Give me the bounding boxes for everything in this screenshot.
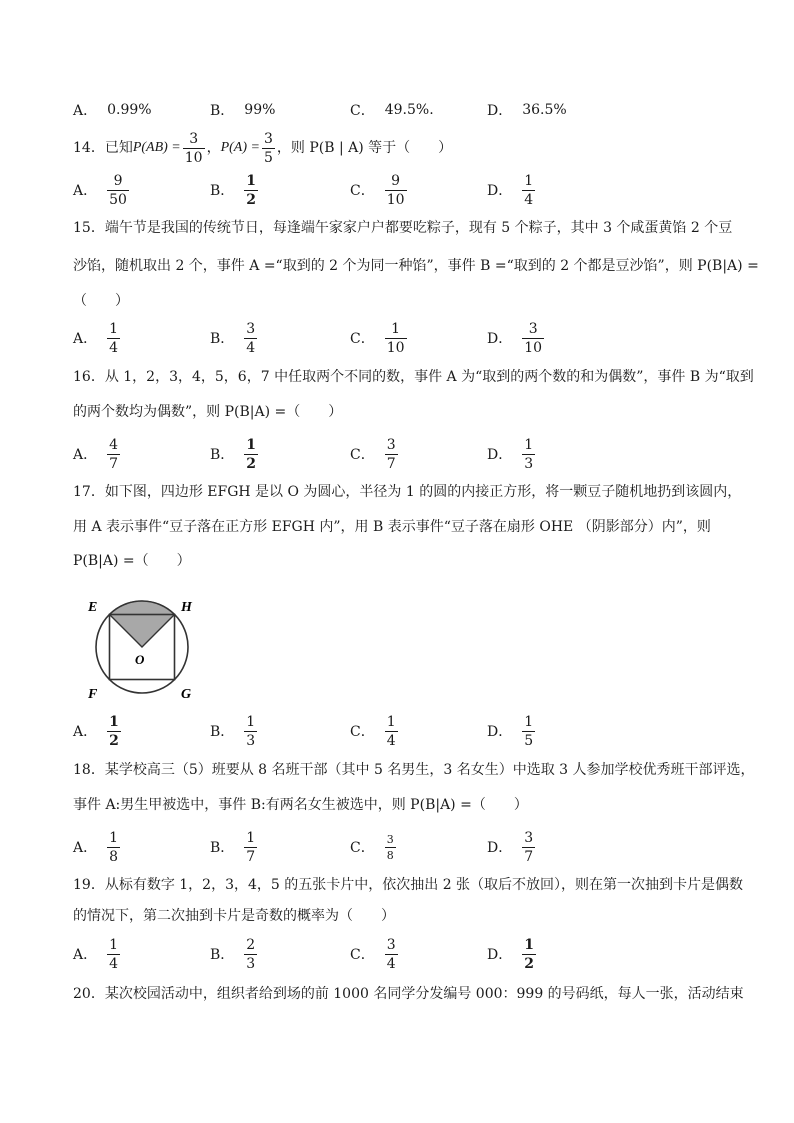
q17-option-c: C． $\frac{1}{4}$ bbox=[350, 713, 396, 749]
q15-option-c: C． $\frac{1}{10}$ bbox=[350, 320, 405, 356]
q19-option-c: C． $\frac{3}{4}$ bbox=[350, 936, 396, 972]
q16-option-b: B． $\frac{1}{2}$ bbox=[210, 436, 257, 472]
q18-option-c: C． $\frac{3}{8}$ bbox=[350, 832, 394, 862]
label-H: H bbox=[181, 600, 192, 615]
q17-line-1: 17．如下图，四边形 EFGH 是以 O 为圆心，半径为 1 的圆的内接正方形，将一颗豆子随机地扔到该圆内， bbox=[73, 484, 742, 500]
q17-figure bbox=[80, 592, 210, 707]
q16-option-c: C． $\frac{3}{7}$ bbox=[350, 436, 396, 472]
q16-line-2: 的两个数均为偶数”，则 P(B|A) =（ ） bbox=[73, 404, 343, 420]
q19-option-a: A． $\frac{1}{4}$ bbox=[73, 936, 119, 972]
label-G: G bbox=[181, 687, 192, 702]
q16-option-a: A． $\frac{4}{7}$ bbox=[73, 436, 119, 472]
q13-option-d: D． 36.5% bbox=[487, 102, 567, 119]
q20-line-1: 20．某次校园活动中，组织者给到场的前 1000 名同学分发编号 000：999 的号码纸，每人一张，活动结束 bbox=[73, 986, 744, 1002]
q17-line-2: 用 A 表示事件“豆子落在正方形 EFGH 内”，用 B 表示事件“豆子落在扇形 OHE （阴影部分）内”，则 bbox=[73, 519, 711, 535]
q18-option-a: A． $\frac{1}{8}$ bbox=[73, 829, 119, 865]
q13-options bbox=[73, 90, 723, 130]
q16-options bbox=[73, 434, 723, 474]
q15-options bbox=[73, 318, 723, 358]
label-E: E bbox=[88, 600, 98, 615]
q13-option-b: B． 99% bbox=[210, 102, 276, 119]
q15-option-d: D． $\frac{3}{10}$ bbox=[487, 320, 543, 356]
q17-option-b: B． $\frac{1}{3}$ bbox=[210, 713, 256, 749]
q17-option-d: D． $\frac{1}{5}$ bbox=[487, 713, 534, 749]
q18-options bbox=[73, 827, 723, 867]
q19-line-1: 19．从标有数字 1，2，3，4，5 的五张卡片中，依次抽出 2 张（取后不放回），则在第一次抽到卡片是偶数 bbox=[73, 877, 744, 893]
q18-option-b: B． $\frac{1}{7}$ bbox=[210, 829, 256, 865]
label-F: F bbox=[88, 687, 98, 702]
q14-option-b: B． $\frac{1}{2}$ bbox=[210, 172, 257, 208]
q15-line-2: 沙馅，随机取出 2 个，事件 A =“取到的 2 个为同一种馅”，事件 B =“取到的 2 个都是豆沙馅”，则 P(B|A) = bbox=[73, 258, 759, 274]
q14-fraction-2: $\frac{3}{5}$ bbox=[263, 130, 273, 166]
q15-option-a: A． $\frac{1}{4}$ bbox=[73, 320, 119, 356]
q14-fraction-1: $\frac{3}{10}$ bbox=[184, 130, 203, 166]
label-O: O bbox=[135, 652, 145, 667]
q19-option-d: D． $\frac{1}{2}$ bbox=[487, 936, 534, 972]
q17-option-a: A． $\frac{1}{2}$ bbox=[73, 713, 119, 749]
q19-option-b: B． $\frac{2}{3}$ bbox=[210, 936, 256, 972]
q15-option-b: B． $\frac{3}{4}$ bbox=[210, 320, 256, 356]
q14-options bbox=[73, 170, 723, 210]
q17-options bbox=[73, 711, 723, 751]
q14-option-d: D． $\frac{1}{4}$ bbox=[487, 172, 534, 208]
q15-line-1: 15．端午节是我国的传统节日，每逢端午家家户户都要吃粽子，现有 5 个粽子，其中 3 个咸蛋黄馅 2 个豆 bbox=[73, 220, 733, 236]
q18-option-d: D． $\frac{3}{7}$ bbox=[487, 829, 534, 865]
q19-line-2: 的情况下，第二次抽到卡片是奇数的概率为（ ） bbox=[73, 908, 395, 924]
q16-option-d: D． $\frac{1}{3}$ bbox=[487, 436, 534, 472]
q19-options bbox=[73, 934, 723, 974]
q14-option-a: A． $\frac{9}{50}$ bbox=[73, 172, 127, 208]
q18-line-2: 事件 A:男生甲被选中，事件 B:有两名女生被选中，则 P(B|A) =（ ） bbox=[73, 797, 528, 813]
shaded-sector-OHE bbox=[110, 601, 175, 647]
q18-line-1: 18．某学校高三（5）班要从 8 名班干部（其中 5 名男生，3 名女生）中选取 3 人参加学校优秀班干部评选， bbox=[73, 762, 755, 778]
q14-stem: 14．已知 P(AB) = $\frac{3}{10}$ ， P(A) = $\frac{3}{5}$ ，则 P(B | A) 等于（ ） bbox=[73, 130, 453, 166]
q17-line-3: P(B|A) =（ ） bbox=[73, 553, 191, 569]
q16-line-1: 16．从 1，2，3，4，5，6，7 中任取两个不同的数，事件 A 为“取到的两个数的和为偶数”，事件 B 为“取到 bbox=[73, 369, 754, 385]
q14-option-c: C． $\frac{9}{10}$ bbox=[350, 172, 405, 208]
q13-option-a: A． 0.99% bbox=[73, 102, 152, 119]
q15-line-3: （ ） bbox=[73, 293, 129, 309]
q13-option-c: C． 49.5%. bbox=[350, 102, 434, 119]
